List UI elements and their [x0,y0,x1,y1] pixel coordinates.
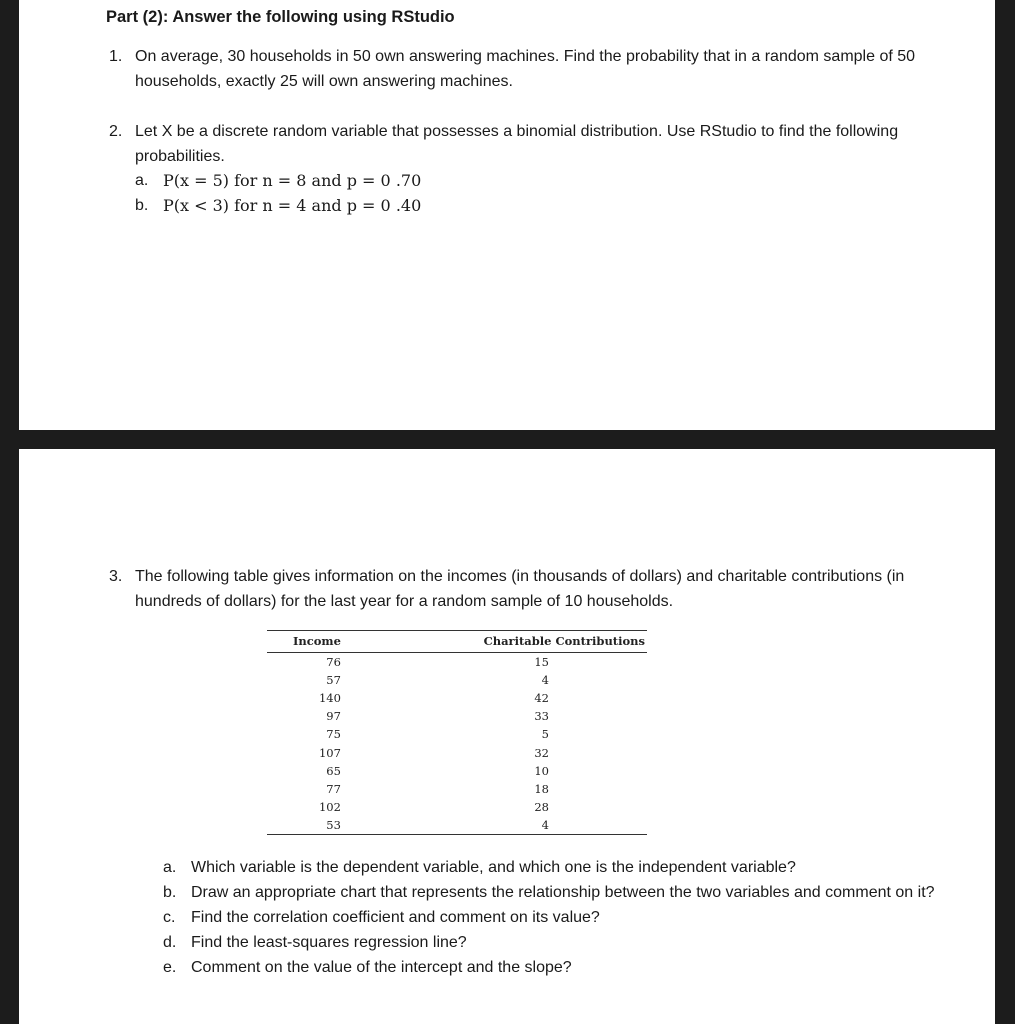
income-cell: 57 [326,673,341,688]
subquestion-e [163,955,943,980]
question-number: 3. [109,568,123,585]
question-number: 1. [109,48,123,65]
subquestion-letter: a. [135,172,149,189]
income-cell: 77 [326,781,341,796]
table-row [267,762,647,780]
row-spacer [341,743,352,761]
subquestion-letter: e. [163,959,177,976]
question-3-subquestions [163,855,943,980]
subquestion-text: Draw an appropriate chart that represents the relationship between the two variables and comment on it? [191,884,935,901]
row-spacer [341,762,352,780]
income-cell: 76 [326,655,341,670]
table-row [267,653,647,672]
table-row [267,725,647,743]
row-spacer [341,798,352,816]
question-text: The following table gives information on the incomes (in thousands of dollars) and charitable contributions (in hundreds of dollars) for the last year for a random sample of 10 households. [135,568,905,610]
contribution-cell: 5 [541,727,549,742]
question-text: Let X be a discrete random variable that possesses a binomial distribution. Use RStudio to find the following probabilities. [135,123,899,165]
subquestion-letter: a. [163,859,177,876]
table-row [267,816,647,835]
row-spacer [341,816,352,835]
subquestion-text: Which variable is the dependent variable, and which one is the independent variable? [191,859,796,876]
row-spacer [341,671,352,689]
income-contributions-table [267,630,647,835]
table-row [267,707,647,725]
question-3 [109,564,935,614]
part-heading: Part (2): Answer the following using RStudio [106,8,455,26]
row-spacer [341,725,352,743]
subquestion-text: Find the least-squares regression line? [191,934,467,951]
contributions-header: Charitable Contributions [352,631,647,653]
question-number: 2. [109,123,123,140]
contribution-cell: 33 [534,709,549,724]
subquestion-a [135,169,935,194]
contribution-cell: 4 [541,673,549,688]
question-2 [109,119,935,219]
probability-expression: P(x < 3) for n = 4 and p = 0 .40 [163,196,422,215]
probability-expression: P(x = 5) for n = 8 and p = 0 .70 [163,171,422,190]
table-body [267,653,647,835]
contribution-cell: 42 [534,691,549,706]
table-row [267,743,647,761]
table-row [267,780,647,798]
income-header: Income [267,631,341,653]
row-spacer [341,707,352,725]
contribution-cell: 15 [534,655,549,670]
subquestion-letter: c. [163,909,176,926]
question-1 [109,44,935,94]
table-row [267,798,647,816]
income-cell: 75 [326,727,341,742]
subquestion-letter: b. [163,884,177,901]
income-cell: 102 [318,799,341,814]
worksheet-page-top [19,0,995,430]
subquestion-b [135,194,935,219]
subquestion-text: Comment on the value of the intercept and the slope? [191,959,572,976]
table-header-row [267,631,647,653]
table-row [267,671,647,689]
contribution-cell: 18 [534,781,549,796]
income-cell: 53 [326,817,341,832]
question-text: On average, 30 households in 50 own answering machines. Find the probability that in a random sample of 50 households, exactly 25 will own answering machines. [135,48,916,90]
row-spacer [341,780,352,798]
contribution-cell: 4 [541,817,549,832]
contribution-cell: 28 [534,799,549,814]
subquestion-a [163,855,943,880]
income-cell: 140 [318,691,341,706]
subquestion-c [163,905,943,930]
contribution-cell: 32 [534,745,549,760]
income-cell: 107 [318,745,341,760]
row-spacer [341,653,352,672]
subquestion-text: Find the correlation coefficient and comment on its value? [191,909,600,926]
subquestion-d [163,930,943,955]
subquestion-letter: b. [135,197,149,214]
table-row [267,689,647,707]
income-cell: 97 [326,709,341,724]
row-spacer [341,689,352,707]
contribution-cell: 10 [534,763,549,778]
subquestion-letter: d. [163,934,177,951]
income-cell: 65 [326,763,341,778]
header-spacer [341,631,352,653]
subquestion-b [163,880,943,905]
worksheet-page-bottom [19,449,995,1024]
